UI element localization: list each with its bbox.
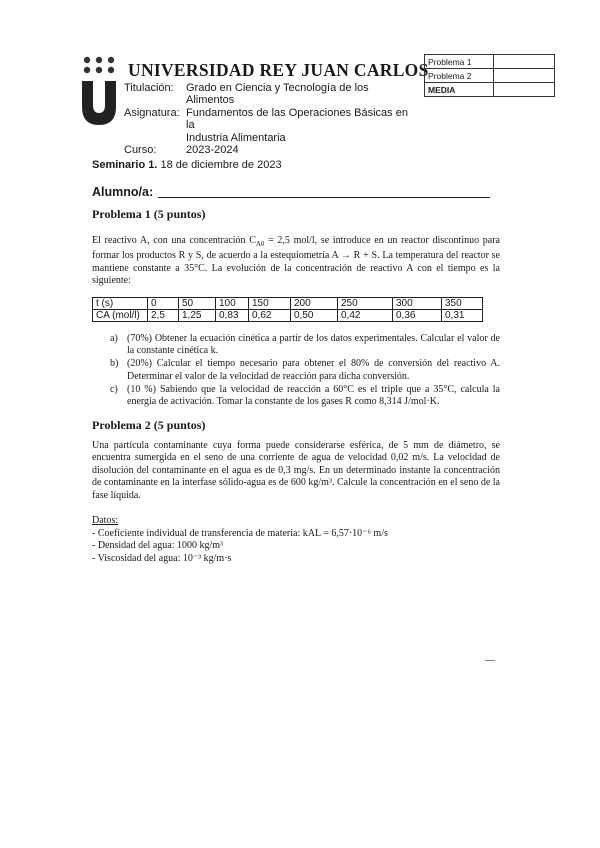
alumno-name-field[interactable] [158, 197, 490, 198]
table-cell: 0,62 [249, 310, 291, 322]
dato-item: - Viscosidad del agua: 10⁻³ kg/m·s [92, 552, 232, 564]
table-cell: 100 [216, 298, 249, 310]
question-c: c) (10 %) Sabiendo que la velocidad de reacción a 60°C es el triple que a 35°C, calcula la energía de activación. Tomar la constante de los gases R como 8,314 J/mol·K. [110, 383, 500, 408]
scan-mark [485, 660, 495, 661]
asignatura-value-cont: Industria Alimentaria [186, 131, 286, 144]
score-cell-problema1[interactable] [494, 55, 555, 69]
table-row-time [93, 298, 483, 310]
table-cell: 1,25 [179, 310, 216, 322]
table-cell: 0,83 [216, 310, 249, 322]
score-label-problema1: Problema 1 [425, 55, 494, 69]
university-name: UNIVERSIDAD REY JUAN CARLOS [128, 60, 429, 80]
table-cell: 200 [291, 298, 338, 310]
concentration-table [92, 297, 483, 322]
table-cell: 0,42 [338, 310, 393, 322]
seminar-label: Seminario 1. [92, 159, 158, 171]
table-cell: 150 [249, 298, 291, 310]
curso-value: 2023-2024 [186, 144, 239, 157]
question-a: a) (70%) Obtener la ecuación cinética a partir de los datos experimentales. Calcular el valor de la constante cinética k. [110, 333, 500, 357]
problema1-heading: Problema 1 (5 puntos) [92, 207, 206, 221]
problema1-questions [110, 333, 500, 409]
curso-label: Curso: [124, 144, 157, 157]
score-label-problema2: Problema 2 [425, 69, 494, 83]
asignatura-label: Asignatura: [124, 106, 180, 119]
titulacion-value: Grado en Ciencia y Tecnología de los Alimentos [186, 82, 369, 107]
dato-item: - Coeficiente individual de transferencia de materia: kAL = 6,57·10⁻⁶ m/s [92, 528, 388, 539]
table-cell: 2,5 [148, 310, 179, 322]
score-cell-problema2[interactable] [494, 69, 555, 83]
problema2-statement: Una partícula contaminante cuya forma puede considerarse esférica, de 5 mm de diámetro, se encuentra sumergida en el seno de una corriente de agua de velocidad 0,02 m/s. La velocidad de disolución del contaminante en el agua es de 0,3 mg/s. En un determinado instante la concentración de contaminante en la interfase sólido-agua es de 600 kg/m³. Calcule la concentración en el seno de la fase líquida. [92, 440, 500, 501]
score-label-media: MEDIA [425, 83, 494, 97]
table-cell: 0,31 [442, 310, 483, 322]
table-cell: 0,50 [291, 310, 338, 322]
seminar-date: 18 de diciembre de 2023 [160, 159, 282, 171]
table-cell: 0 [148, 298, 179, 310]
table-cell: 300 [393, 298, 442, 310]
table-header-ca: CA (mol/l) [93, 310, 148, 322]
question-b: b) (20%) Calcular el tiempo necesario para obtener el 80% de conversión del reactivo A. Determinar el valor de la velocidad de reacción para dicha conversión. [110, 358, 500, 382]
score-cell-media[interactable] [494, 83, 555, 97]
table-row-concentration [93, 310, 483, 322]
datos-title: Datos: [92, 515, 119, 526]
table-cell: 350 [442, 298, 483, 310]
score-box [424, 54, 555, 97]
course-info [124, 82, 416, 156]
table-cell: 250 [338, 298, 393, 310]
titulacion-label: Titulación: [124, 82, 174, 94]
datos-list [92, 528, 388, 565]
seminar-line [92, 159, 282, 171]
problema2-heading: Problema 2 (5 puntos) [92, 418, 206, 432]
dato-item: - Densidad del agua: 1000 kg/m³ [92, 540, 224, 552]
alumno-label: Alumno/a: [92, 185, 154, 199]
table-cell: 50 [179, 298, 216, 310]
asignatura-value: Fundamentos de las Operaciones Básicas en la [186, 106, 408, 132]
problema1-statement: El reactivo A, con una concentración $C_{A0} = 2,5$ mol/l, se introduce en un reactor discontinuo para formar los productos R y S, de acuerdo a la estequiometría A → R + S. La temperatura del reactor se mantiene constante a 35°C. La evolución de la concentración de reactivo A con el tiempo es la siguiente: [92, 235, 500, 287]
urjc-logo [80, 55, 118, 125]
table-header-t: t (s) [93, 298, 148, 310]
table-cell: 0,36 [393, 310, 442, 322]
